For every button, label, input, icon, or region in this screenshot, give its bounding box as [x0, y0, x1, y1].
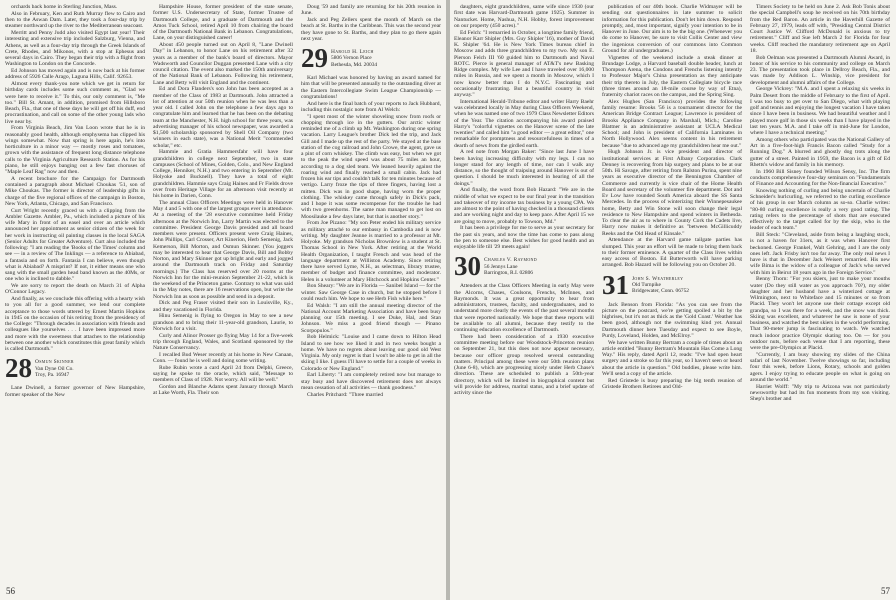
paragraph: And finally, the word from Bob Hazard: "We are in the middle of what we expect to be our final year in the transition and takeover of my income tax business by a young CPA. We are almost to the point of having checked in a thousand clients and are working night and day to keep pace. After April 15 we are going to move, probably to Towson, Md."	[454, 187, 594, 225]
paragraph: Merritt and Penny Judd also visited Egypt last year! Their interesting and extensive trip included Salzburg, Vienna, and Athens, as well as a four-day trip through the Greek Islands of Crete, Rhodes, and Mikonos, with a stop at Ephesus and several days in Cairo. They began their trip with a flight from Washington to London on the Concorde.	[5, 30, 145, 68]
paragraph: Also in February, Ken and Ruth Murray flew to Cairo and then to the Aswan Dam. Later, they took a four-day trip by steamer northward up the river to the Mediterranean seacoast.	[5, 10, 145, 30]
left-column-1	[5, 4, 145, 398]
paragraph: Curt Wright recently graced us with a clipping from the Ambler Gazette. Ambler, Pa., which included a picture of his wife Mary in front of an easel and over an article which announced her appointment as senior citizen of the week for her work in instructing oil painting classes in the local SAGA (Senior Adults for Greater Adventure). Curt also included the following: "I am reading the 'Books of the Times' column and see — in a review of The Inklings — a reference to Abiabad, a fantasia and on forth. Fantasia I can believe, even though what is Abiabad? A misprint? If not, it either means one who sang with the small garden head band known as the 40Ms, or one who is inclined to dabble."	[5, 207, 145, 283]
paragraph: Hugh Johnson Jr. is vice president and director of institutional services at First Albany Corporation. Clark Denney is recovering from hip surgery and plans to be at our 50th. Hi Savage, after retiring from Ralston Purina, spent nine years as executive director of the Bennington Chamber of Commerce and currently is vice chair of the Home Health Board and secretary of the volunteer fire department. Dot and Ev Low have rounded South America aboard the SS Santa Mercedes. In the process of winterizing their Winnepesaukee home, Betty and Win Stone will soon change their legal residence to New Hampshire and spend winters in Bethesda. To clear the air as to where in County Cork the Cadets live, Harry now makes it definitive as "between McGillicuddy Reeks and the Old Head of Kinsale."	[602, 149, 742, 237]
paragraph: Red Gristede is busy preparing the big tenth reunion of Gristede Brothers Retirees and Old-	[602, 377, 742, 390]
paragraph: A recent brochure for the Campaign for Dartmouth contained a paragraph about Michael Choukas '51, son of Mike Choukas. The former is director of leadership gifts in charge of the five regional offices of the campaign in Boston, New York, Atlanta, Chicago, and San Francisco.	[5, 175, 145, 207]
paragraph: Earl Liberty: "I am completely retired now but manage to stay busy and have discovered retirement does not always mean cessation of all activities — thank goodness."	[301, 372, 441, 391]
paragraph: A red note from Morgan Baker: "Since last June I have been having increasing difficulty with my legs. I can no longer stand for any length of time, nor can I walk any distance, so the thought of traipsing around Hanover is out of question. I should be much interested in hearing of all the doings."	[454, 149, 594, 187]
class-number: 29	[301, 43, 328, 73]
paragraph: daughters, eight grandchildren, same wife since 1930 (our first date was Harvard-Dartmouth game 1925). Summer in Nantucket. Home, Nashua, N.H. Hobby, forest improvement on our property (450 acres)."	[454, 4, 594, 29]
paragraph: In 1960 Bill Sisney founded Wilson Sensy, Inc. The firm conducts comprehensive four-day seminars on "Fundamentals of Finance and Accounting for the Non-financial Executive."	[750, 168, 890, 187]
paragraph: There had been consideration of a 1930 executive committee meeting before our Woodstock-Princeton reunion on September 21, but this does not now appear necessary, because our officer group resolved several outstanding matters. Principal among these were our 50th reunion plans (June 6-8), which are progressing nicely under Herb Chase's direction. These are scheduled to publish a 50th-year directory, which will be limited in biographical content but will provide for address, marital status, and a brief update of activity since the	[454, 333, 594, 396]
right-col2-text-b	[602, 302, 742, 391]
paragraph: The annual Class Officers Meetings were held in Hanover May 4 and 5 with one of the largest groups ever in attendance. At a meeting of the '28 executive committee held Friday afternoon at the Norwich Inn, Larry Martin was elected to the committee. President George Davis presided and all board members were present. Officers present were Craig Haines, John Phillips, Carl Crosser, Art Kinerion, Herb Semenig, Jack Kemerson, Bill Morton, and Osmun Skinner. (You joggers may be interested to hear that George Davis, Bill and Bobby Norton, and Mary Skinner got up bright and early and jogged around the Dartmouth track on Friday and Saturday mornings.) The Class has reserved over 20 rooms at the Norwich Inn for the mini-reunion September 21-22, which is the weekend of the Princeton game. Contrary to what was said in the May notes, there are 16 reservations open, but write the Norwich Inn as soon as possible and send in a deposit.	[153, 199, 293, 300]
paragraph: George Vickrey: "M.A. and I spent a relaxing six weeks in Palm Desert from the middle of February to the first of April. I was too busy to get over to San Diego, what with playing golf and tennis and enjoying the longest vacation I have taken since I have been in business. We had beautiful weather and I played more golf in those six weeks than I have played in the last ten years. M.A. and I take off in mid-June for London, where I have a technical meeting."	[750, 86, 890, 136]
right-page	[450, 0, 896, 600]
paragraph: Bob Helmick: "Louise and I came down to Hilton Head Island to see how we liked it and in two weeks bought a home. We have no regrets about leaving our good old West Virginia. My only regret is that I won't be able to get in all the skiing I like. I guess I'll have to settle for a couple of weeks in Colorado or New England."	[301, 334, 441, 372]
paragraph: I recalled Bud Weser recently at his home in New Canaan, Conn. — found he is well and doing some writing.	[153, 351, 293, 364]
paragraph: Benny Thorn: "For you skiers, just to make your mouths water (Do they still water as you approach 70?), my older daughter and her husband have a winterized cottage at Wilmington, next to Whiteface and 15 minutes or so from Placid. They won't let anyone use their cottage except old grandpa, so I was there for a week, and the snow was thick. Skiing was excellent, and whatever he saw is none of your business, and watched the best skiers in the world performing. That 90-meter jump is fascinating to watch. We watched much indoor practice Olympic skating too. On — for you outdoor nuts, before each venue that I am reporting, these were the pre-Olympics at Placid.	[750, 276, 890, 351]
right-column-3	[750, 4, 890, 403]
paragraph: Harriet Wolff: "My trip to Arizona was not particularly newsworthy but had its fun moments from my son visiting. Shep's brother and	[750, 383, 890, 402]
paragraph: Bob Oelman was presented a Dartmouth Alumni Award, in honor of his service to his community and college on March 23. The presentation took place in Dellroy Beach, Fla., and was made by Addison L. Winship, vice president for development and alumni affairs of the College.	[750, 54, 890, 86]
paragraph: publication of our 40th book. Charlie Widmayer will be sending out questionnaires in late summer to solicit information for this publication. Don't let him down. Respond promptly, and, most important, signify your intention to be in Hanover in June. Our aim is to be the big one. (Whenever you do come to Hanover, be sure to visit Collis Center and view the ingenious conversion of our commons into Common Ground for all undergraduates.)	[602, 4, 742, 54]
paragraph: Ed Johnson has moved again and is now back at his former address of 5926 Calle Arago, Laguna Hills, Calif. 92653.	[5, 68, 145, 81]
paragraph: Hinu Semenig is flying to Oregon in May to see a new grandson and to bring their 11-year-old grandson, Laurie, to Norwich for a visit.	[153, 313, 293, 332]
secretary-name: Harold H. Leich	[331, 49, 374, 55]
secretary-name: Osmun Skinner	[35, 359, 74, 366]
left-col3-text-b	[301, 75, 441, 398]
class-number: 28	[5, 353, 32, 384]
secretary-name: John S. Weatherley	[632, 275, 684, 282]
paragraph: We are sorry to report the death on March 31 of Alpha O'Connor Legacy.	[5, 283, 145, 296]
class-heading-29	[301, 43, 441, 73]
paragraph: Doug '59 and family are returning for his 20th reunion in June.	[301, 4, 441, 17]
paragraph: Knowing nothing of curling and being uncertain of Charlie Schneider's hurlcurling, we referred to the curling excellence of his group in our March column as so-so. Charlie writes: "80-80 curling excellence is really a very good rating. The rating refers to the percentage of shots that are executed effectively to the target called for by the skip, who is the leader of each team."	[750, 187, 890, 232]
left-page	[0, 0, 446, 600]
paragraph: Curly and Alinor Prosser go flying May 14 for a five-week trip through England, Wales, and Scotland sponsored by the Nature Conservancy.	[153, 332, 293, 351]
class-heading-30	[454, 251, 594, 282]
class-secretary-address	[331, 46, 377, 68]
paragraph: Ed and Dora Flanders's son John has been accepted as a member of the Class of 1983 at Dartmouth. John attracted a lot of attention at our 50th reunion when he was less than a year old. I called John on the telephone a few days ago to congratulate him and learned that he has been on the debating team at the Manchester, N.H. high school for three years, was advertising manager of his school newspaper, was awarded a $1,500 scholarship sponsored by Shell Oil Company (two winners in each state), was a National Merit "commended scholar," etc.	[153, 86, 293, 149]
paragraph: It has been a privilege for me to serve as your secretary for the past six years, and now the time has come to pass along the pen to someone else. Best wishes for good health and an enjoyable life till '29 meets again!	[454, 225, 594, 250]
paragraph: Alex Hughes (San Francisco) provides the following family resume: Brooks '56 is a tournament director for the American Bridge Contract League; Lawrence is president of Brooks Appliance Company in Marshall, Mich.; Caroline Blattner is an administrative assistant at UCLA Medical School; and John is president of California Laminates in North Hollywood. Alex seems content in his retirement because "due to advanced age my grandchildren hear me out."	[602, 98, 742, 149]
right-col1-text-a	[454, 4, 594, 250]
paragraph: orchards back home in Sterling Junction, Mass.	[11, 4, 118, 10]
right-col1-text-b	[454, 283, 594, 396]
paragraph: Jack Benson from Florida: "As you can see from the picture on the postcard, we're getting spoiled a bit by the highrises, but it's not as thick as the 'Gold Coast.' Weather has been good, although not the swimming kind yet. Annual Dartmouth dinner here Tuesday and expect to see Boyle, Purdy, Loveland, Holden, and McElroy."	[602, 301, 742, 339]
class-heading-28	[5, 353, 145, 384]
page-number-left: 56	[6, 586, 15, 596]
paragraph: Charles Pritchard: "Three married	[307, 391, 384, 398]
paragraph: "Currently, I am busy showing my slides of the China safari of last November. Twelve showings so far, including four this week, before Lions, Rotary, schools and golden agers. I enjoy trying to educate people on what is going on around the world."	[750, 351, 890, 383]
class-secretary-address	[632, 273, 689, 295]
paragraph: "I spent most of the winter shoveling snow from roofs or chopping through ice in the gutters. Our arctic winter reminded me of a climb up Mt. Washington during one spring vacation. Larry League's brother Dick led the trip, and Jack Gill and I made up the rest of the party. We stayed at the base station of the cog railroad and John Crowe, the agent, gave us a pint of corn whiskey. The climb was easy, but when we got to the peak the wind speed was about 75 miles an hour, according to a dog sled team. We leaned heavily against the roaring wind and finally reached a small cabin. Jack had frozen his ear tips and couldn't talk for ten minutes because of vertigo. Larry froze the tips of three fingers, having lost a mitten. Dick was in good shape, having worn the proper clothing. The whiskey came through safely in Dick's pack, and I hope it was some recompense for the trouble he had with two greenhorns. The same man managed to get lost on Moosilauke a few days later, but that is another story."	[301, 113, 441, 220]
paragraph: Lane Dwinell, a former governor of New Hampshire, former speaker of the New	[5, 385, 145, 398]
paragraph: Rube Rubin wrote a card April 24 from Delphi, Greece, saying he spoke to the oracle, which said, "Message to members of Class of 1928. Not worry. All will be well."	[153, 364, 293, 384]
paragraph: International Herald-Tribune editor and writer Harry Baehr was celebrated locally in May during Class Officers Weekend, when he was named one of two 1979 Class Newsletter Editors of the Year. The citation accompanying his award praised Harry's "colorful vignettes on the Hanover scene of the late twenties" and called him "a good editor — a great editor," one remarkable for promptness and resourcefulness in times of a dearth of news from the girdled earth.	[454, 98, 594, 149]
paragraph: Vignettes of the weekend include a steak dinner at Brundage Lodge, a Harvard baseball double header, lunch at Thompson Arena, the Condons and Frenchs listening intently to Professor Major's China presentation as they anticipate their trip thereto in July, the Eastern Collegiate bicycle race (three times around an 18-mile course by way of Etna), fraternity chariot races on the campus, and the Spring Sing.	[602, 54, 742, 98]
class-heading-31	[602, 269, 742, 300]
secretary-address-line: Barrington, R.I. 02806	[484, 270, 533, 277]
paragraph: Karl Michael was honored by having an award named for him that will be presented annually to the outstanding diver at the Eastern Intercollegiate Swim League Championship — congratulations!	[301, 75, 441, 100]
left-col2-text	[153, 4, 293, 397]
paragraph: Gordon and Blanche Adams spent January through March at Lake Worth, Fla. Their son	[153, 384, 293, 397]
class-secretary-address	[35, 356, 74, 378]
secretary-address-line: Van Dyne Oil Co.	[35, 365, 74, 372]
paragraph: About 450 people turned out on April 8, "Lane Dwinell Day" in Lebanon, to honor Lane on his retirement after 32 years as a member of the bank's board of directors. Mayor Wadsworth and Councilor Duggan presented Lane with a city council citation. The event also marked the 150th anniversary of the National Bank of Lebanon. Following his retirement, Lane and Betty will visit England and the continent.	[153, 42, 293, 86]
paragraph: Almost every thank-you note which we get in return for birthday cards includes some such comment as, "Glad we were here to receive it." To this, our only comment is, "Me too." Bill St. Amant, in addition, promised from Hillsboro Beach, Fla., that one of these days he will get off his duff, end procrastination, and call on some of the other young lads who live near by.	[5, 81, 145, 125]
paragraph: Dick and Peg Fraser visited their son in Louisville, Ky., and they vacationed in Florida.	[153, 300, 293, 313]
paragraph: Timers Society to be held on June 2. Ask Bob Tonis about the special Campbell's soup he received on his 70th birthday from the Red Baron. An article in the Haverhill Gazette of February 27, 1979, leads off with, "Presiding Central District Court Justice W. Clifford McDonald is anxious to try retirement." Cliff and Sue left March 2 for Florida for four weeks. Cliff reached the mandatory retirement age on April 18.	[750, 4, 890, 54]
class-number: 30	[454, 251, 481, 282]
secretary-address-line: 5806 Vernon Place	[331, 55, 372, 62]
class-number: 31	[602, 269, 629, 300]
paragraph: Attendance at the Harvard game tailgate parties has slumped. This year an effort will be made to bring them back to their former eminence. A quarter of the Class lives within easy access of Boston. Ed Butterworth will have parking arranged. Bob Hazard will be following you on October 20.	[602, 237, 742, 269]
paragraph: Ed Walsh: "I am still the annual meeting director of the National Account Marketing Association and have been busy planning our 15th meeting. I see Duke, Hal, and Stan Johnson. We miss a good friend though — Pinano Scorpopulos."	[301, 302, 441, 334]
paragraph: Jack and Peg Zellers spent the month of March on the beach at St. Barths in the Caribbean. This was the second year they have gone to St. Barths, and they plan to go there again next year.	[301, 17, 441, 42]
secretary-address-line: Troy, Pa. 16947	[35, 372, 70, 379]
right-column-2	[602, 4, 742, 391]
paragraph: Hampshire House, former president of the state senate, former U.S. Undersecretary of State, former Trustee of Dartmouth College, and a graduate of Dartmouth and the Amos Tuck School, retired April 10 from chairing the board of the Dartmouth National Bank in Lebanon. Congratulations, Lane, on your distinguished career!	[153, 4, 293, 42]
secretary-address-line: Old Turnpike	[632, 281, 661, 288]
left-column-3	[301, 4, 441, 398]
class-secretary-address	[484, 254, 537, 276]
paragraph: Among others who participated was the National Gallery of Art in a five-foot-high Francis Bacon called "Study for a Running Dog." A blurred and ghostly dog trots along the gutter of a street. Painted in 1959, the Bacon is a gift of Ed Rhetts's widow and family in his memory.	[750, 136, 890, 168]
paragraph: From Joe Pizano: "My son Peter ended his military service as military attaché to our embassy in Cambodia and is now writing. My daughter Jeanne is married to a professor at Mt. Holyoke. My grandson Nicholas Brownlow is a student at St. Thomas School in New York. After retiring at the World Health Organization, I taught French and was head of the language department at Williston Academy. Since retiring there have served Lyme, N.H., as selectman, library trustee, member of budget and finance committee, and moderator. Helen is a volunteer at Mary Hitchcock and Hopkins Center."	[301, 220, 441, 283]
secretary-address-line: Bridgewater, Conn. 06752	[632, 288, 689, 295]
paragraph: Hammie and Gratia Hammersfahr will have four grandchildren in college next September, two in state campuses (School of Mines, Golden, Colo., and New England College, Henniker, N.H.) and two entering in September (Mt. Holyoke and Bucknell). They have a total of eight grandchildren. Hammie says Craig Haines and Fr Fields drove over from Heritage Village for an afternoon visit recently at his home in Darien, Conn.	[153, 149, 293, 199]
paragraph: Bill Steck: "Cleveland, aside from being a laughing stock, is not a haven for 31ers, as it was when Hanover first beckoned. George Frankel, Walt Gehring, and I are the only ones left. Jack Frisby isn't too far away. The only real news I have is that in December Jack Weisert remarried. His new wife Bima is the widow of a colleague of Jack's who served with him in Beirut 18 years ago in the Foreign Service."	[750, 232, 890, 276]
secretary-address-line: 56 Jennys Lane	[484, 263, 518, 270]
left-col1-text	[5, 4, 145, 352]
paragraph: From Virginia Beach, Jim Van Loon wrote that he is in reasonably good health, although emphysema has clipped his wings somewhat. Now that spring is here again, he's into horticulture in a minor way — mostly roses and tomatoes, grown with the assistance of frequent long distance telephone calls to the Virginia Agriculture Research Station. As for his piano, he still enjoys banging out a few fast choruses of "Maple Leaf Rag" now and then.	[5, 125, 145, 175]
paragraph: Ed Felch: "I remarried in October, a longtime family friend, Eleanor Karr Shipler (Mrs. Guy Shipler '16), mother of David K. Shipler '64. He is New York Times bureau chief in Moscow and adds three grandchildren to my two. My son E. Pierson Felch III '60 guided him to Dartmouth and Naval ROTC. Pierce is general manager of AT&T's new Basking Ridge complex. My wife Lee and I have traveled over 16,000 miles in Russia, and we spent a month in Moscow, which I now know better than I do N.Y.C. Fascinating and occasionally frustrating. But a beautiful country in visit anyway."	[454, 29, 594, 98]
paragraph: And here is the final batch of your reports to Jack Hubbard, including this nostalgic note from Al Welch:	[301, 100, 441, 113]
right-column-1	[454, 4, 594, 397]
left-column-2	[153, 4, 293, 397]
left-col3-text-a	[301, 4, 441, 42]
page-number-right: 57	[881, 586, 890, 596]
secretary-name: Charles V. Raymond	[484, 257, 537, 264]
paragraph: We have written Bunny Bertram a couple of times about an article entitled "Bunny Bertram's Mountain Has Come a Long Way." His reply, dated April 12, reads: "I've had open heart surgery and a stroke so far this year, so I haven't seen or heard about the article in question." Old buddies, please write him. We'll send a copy of the article.	[602, 339, 742, 377]
paragraph: Attenders at the Class Officers Meeting in early May were the Alcorns, Chases, Coulsons, Frenchs, McInnes, and Raymonds. It was a great opportunity to hear from administrators, trustees, faculty, and undergraduates, and to understand more clearly the events of the past several months that were reported nationally. We hope that these reports will be available to all alumni, because they testify to the continuing education excellence of Dartmouth.	[454, 283, 594, 333]
right-col3-text	[750, 4, 890, 402]
paragraph: Bon Sheary: "We are in Florida — Sanibel Island — for the winter. Saw George Case in church, but he stopped before I could reach him. We hope to see Herb Fish while here."	[301, 283, 441, 302]
right-col2-text-a	[602, 4, 742, 269]
paragraph: And finally, as we conclude this offering with a hearty wish to you all for a good summer, we lend our complete acceptance to those words uttered by Ernest Martin Hopkins in 1945 on the occasion of his retiring from the presidency of the College: "Through decades in association with friends and colleagues like yourselves . . . I have been impressed more and more with the sweetness that attaches to the relationship between one another which constitutes this great family which is called Dartmouth."	[5, 296, 145, 352]
secretary-address-line: Bethesda, Md. 20034	[331, 61, 378, 68]
